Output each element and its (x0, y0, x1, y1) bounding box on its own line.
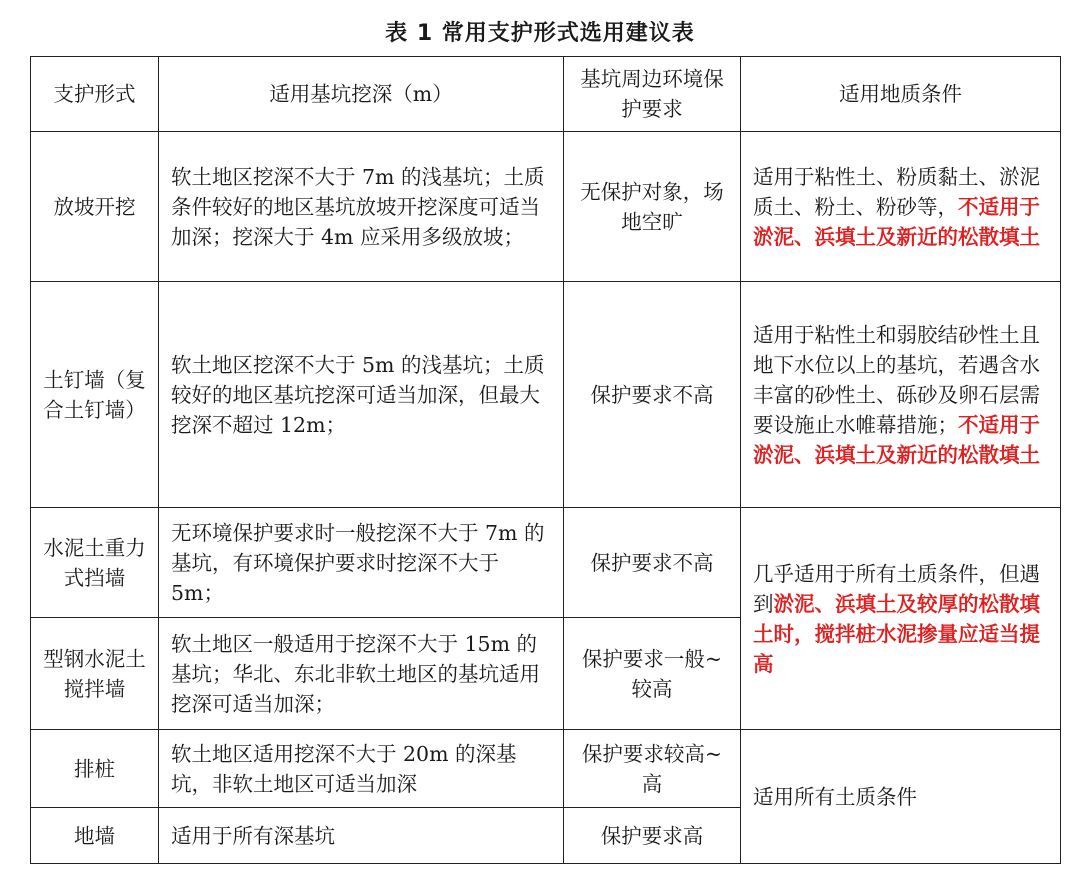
geology-merged-cell: 适用所有土质条件 (741, 730, 1061, 864)
table-row (31, 132, 1061, 282)
support-type-cell: 放坡开挖 (31, 132, 159, 282)
geology-cell (741, 282, 1061, 508)
protection-cell: 保护要求不高 (564, 508, 741, 618)
support-type-cell: 地墙 (31, 808, 159, 864)
protection-cell: 保护要求一般~较高 (564, 618, 741, 730)
geology-text: 几乎适用于所有土质条件，但遇到 (753, 561, 1040, 616)
header-support-type: 支护形式 (31, 57, 159, 132)
depth-cell: 软土地区适用挖深不大于 20m 的深基坑，非软土地区可适当加深 (159, 730, 564, 808)
geology-text: 适用于粘性土、粉质黏土、淤泥质土、粉土、粉砂等， (753, 164, 1040, 219)
depth-cell: 软土地区一般适用于挖深不大于 15m 的基坑；华北、东北非软土地区的基坑适用挖深可适当加深； (159, 618, 564, 730)
table-title: 表 1 常用支护形式选用建议表 (385, 21, 695, 46)
geology-text: 适用于粘性土和弱胶结砂性土且地下水位以上的基坑，若遇含水丰富的砂性土、砾砂及卵石层需要设施止水帷幕措施； (753, 322, 1040, 437)
header-geology: 适用地质条件 (741, 57, 1061, 132)
protection-cell: 保护要求较高~高 (564, 730, 741, 808)
table-row (31, 282, 1061, 508)
support-type-cell: 排桩 (31, 730, 159, 808)
protection-cell: 无保护对象，场地空旷 (564, 132, 741, 282)
depth-cell: 适用于所有深基坑 (159, 808, 564, 864)
support-type-cell: 型钢水泥土搅拌墙 (31, 618, 159, 730)
protection-cell: 保护要求高 (564, 808, 741, 864)
depth-cell: 软土地区挖深不大于 7m 的浅基坑；土质条件较好的地区基坑放坡开挖深度可适当加深；挖深大于 4m 应采用多级放坡； (159, 132, 564, 282)
table-header-row (31, 57, 1061, 132)
geology-merged-cell (741, 508, 1061, 730)
geology-cell (741, 132, 1061, 282)
support-type-cell: 水泥土重力式挡墙 (31, 508, 159, 618)
protection-cell: 保护要求不高 (564, 282, 741, 508)
support-type-cell: 土钉墙（复合土钉墙） (31, 282, 159, 508)
table-row (31, 730, 1061, 808)
header-depth: 适用基坑挖深（m） (159, 57, 564, 132)
table-row (31, 508, 1061, 618)
geology-warning-text: 淤泥、浜填土及较厚的松散填土时，搅拌桩水泥掺量应适当提高 (753, 591, 1040, 676)
header-protection: 基坑周边环境保护要求 (564, 57, 741, 132)
depth-cell: 软土地区挖深不大于 5m 的浅基坑；土质较好的地区基坑挖深可适当加深，但最大挖深不超过 12m； (159, 282, 564, 508)
geology-warning-text: 不适用于淤泥、浜填土及新近的松散填土 (753, 194, 1040, 249)
geology-warning-text: 不适用于淤泥、浜填土及新近的松散填土 (753, 412, 1040, 467)
depth-cell: 无环境保护要求时一般挖深不大于 7m 的基坑，有环境保护要求时挖深不大于 5m； (159, 508, 564, 618)
support-selection-table (30, 56, 1061, 864)
